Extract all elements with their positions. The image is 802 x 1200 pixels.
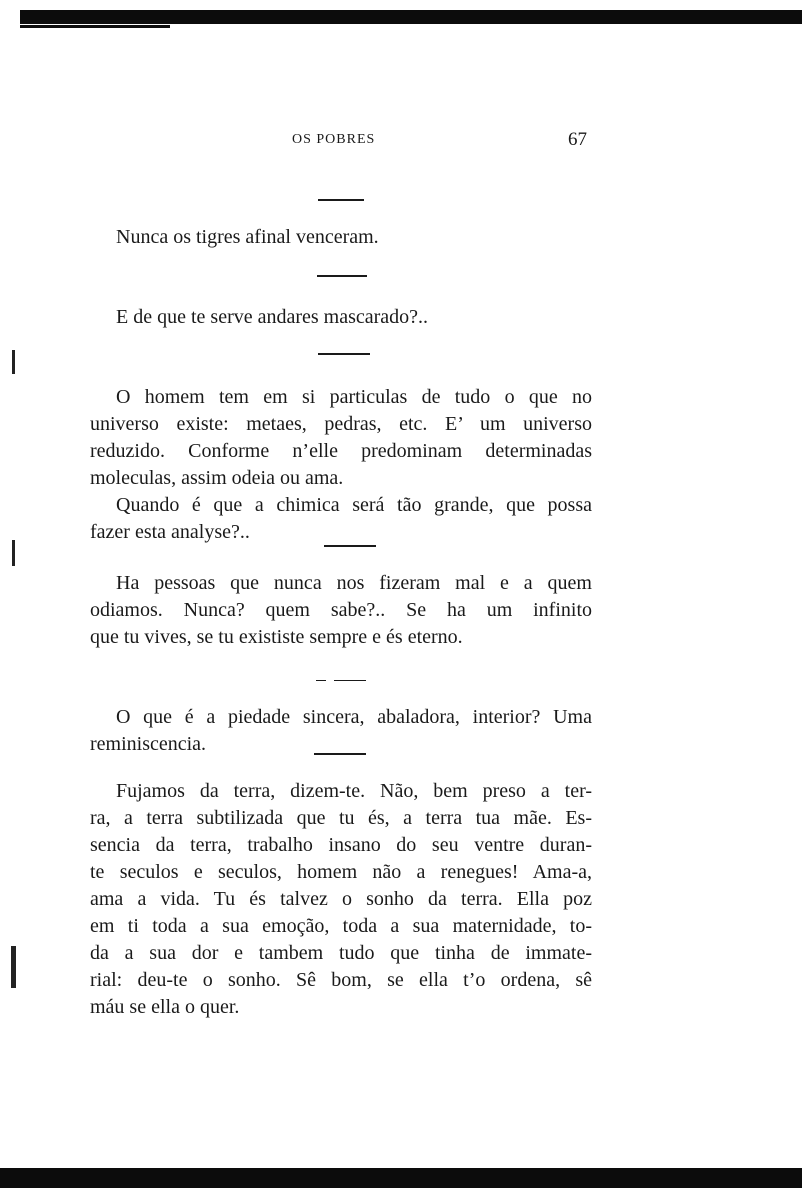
paragraph-4 [90,492,592,546]
paragraph-6 [90,704,592,758]
paragraph-2 [116,304,428,331]
text-line: moleculas, assim odeia ou ama. [90,467,344,489]
scan-border-bottom [0,1168,802,1188]
text-line: rial: deu-te o sonho. Sê bom, se ella t’o ordena, sê [90,969,592,991]
section-separator [316,680,326,681]
text-line: Nunca os tigres afinal venceram. [116,226,379,248]
text-line: universo existe: metaes, pedras, etc. E’ um universo [90,413,592,435]
page-header [0,129,802,152]
text-line: fazer esta analyse?.. [90,521,250,543]
text-line: O que é a piedade sincera, abaladora, interior? Uma [116,706,592,728]
section-separator [324,545,376,547]
text-line: em ti toda a sua emoção, toda a sua maternidade, to- [90,915,592,937]
text-line: ra, a terra subtilizada que tu és, a terra tua mãe. Es- [90,807,592,829]
text-line: ama a vida. Tu és talvez o sonho da terra. Ella poz [90,888,592,910]
section-separator [317,275,367,277]
section-separator [318,199,364,201]
margin-scan-mark [12,540,15,566]
text-line: reduzido. Conforme n’elle predominam determinadas [90,440,592,462]
text-line: E de que te serve andares mascarado?.. [116,306,429,328]
text-line: reminiscencia. [90,733,207,755]
text-line: Quando é que a chimica será tão grande, que possa [116,494,592,516]
page-number: 67 [568,129,587,150]
text-line: odiamos. Nunca? quem sabe?.. Se ha um infinito [90,599,592,621]
text-line: máu se ella o quer. [90,996,240,1018]
text-line: sencia da terra, trabalho insano do seu ventre duran- [90,834,592,856]
text-line: te seculos e seculos, homem não a renegues! Ama-a, [90,861,592,883]
scan-border-top [20,10,802,24]
section-separator [314,753,366,755]
section-separator [334,680,366,681]
margin-scan-mark [12,350,15,374]
paragraph-7 [90,778,592,1021]
text-line: Fujamos da terra, dizem-te. Não, bem preso a ter- [116,780,592,802]
margin-scan-mark [11,946,16,988]
text-line: Ha pessoas que nunca nos fizeram mal e a quem [116,572,592,594]
scan-border-top-edge [20,25,170,28]
paragraph-1 [116,224,379,251]
paragraph-5 [90,570,592,651]
text-line: da a sua dor e tambem tudo que tinha de immate- [90,942,592,964]
text-line: que tu vives, se tu exististe sempre e és eterno. [90,626,463,648]
paragraph-3 [90,384,592,492]
running-title: OS POBRES [292,132,376,147]
section-separator [318,353,370,355]
text-line: O homem tem em si particulas de tudo o que no [116,386,592,408]
